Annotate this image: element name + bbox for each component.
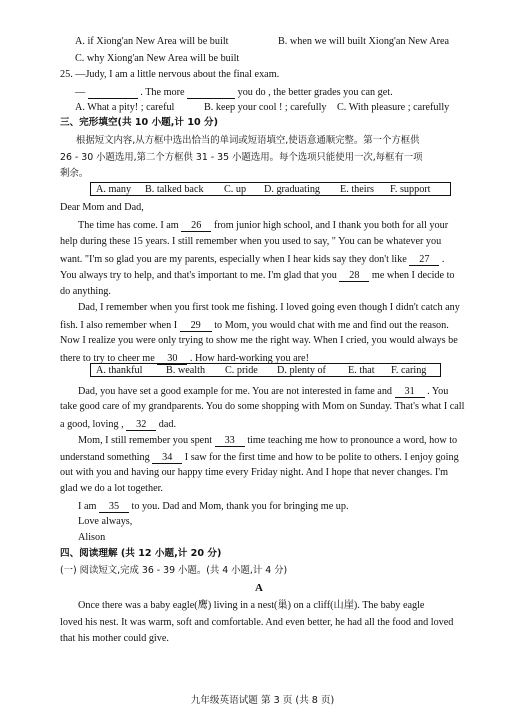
blank-30: 30 (157, 353, 187, 365)
passage-line: Once there was a baby eagle(鹰) living in a nest(巢) on a cliff(山崖). The baby eagle (78, 600, 425, 611)
q25-option-b: B. keep your cool ! ; carefully (204, 102, 327, 113)
letter-line: I am 35 to you. Dad and Mom, thank you for bringing me up. (78, 501, 349, 512)
box2-option: E. that (348, 365, 375, 376)
letter-line: want. "I'm so glad you are my parents, especially when I hear kids say they don't like 27 . (60, 254, 445, 265)
letter-line: help during these 15 years. I still remember when you used to say, " You can be whatever you (60, 236, 442, 247)
letter-line: Now I realize you were only trying to show me the right way. When I cried, you would always be (60, 335, 458, 346)
box2-option: A. thankful (96, 365, 143, 376)
letter-line: there to try to cheer me 30 . How hard-working you are! (60, 353, 309, 364)
letter-line: You always try to help, and that's important to me. I'm glad that you 28 me when I decide to (60, 270, 455, 281)
blank-33: 33 (215, 435, 245, 447)
q25-text-2: you do , the better grades you can get. (237, 87, 393, 98)
letter-line: understand something 34 I saw for the first time and how to be polite to others. I enjoy going (60, 452, 459, 463)
q25-option-a: A. What a pity! ; careful (75, 102, 175, 113)
box1-option: A. many (96, 184, 132, 195)
section-3-instruction-3: 剩余。 (60, 168, 89, 179)
q24-option-a: A. if Xiong'an New Area will be built (75, 36, 229, 47)
section-3-instruction-1: 根据短文内容,从方框中选出恰当的单词或短语填空,使语意通顺完整。第一个方框供 (76, 135, 420, 146)
letter-line: The time has come. I am 26 from junior high school, and I thank you both for all your (78, 220, 449, 231)
box2-option: F. caring (391, 365, 427, 376)
blank-32: 32 (126, 419, 156, 431)
letter-line: Dad, you have set a good example for me. You are not interested in fame and 31 . You (78, 386, 449, 397)
passage-line: that his mother could give. (60, 633, 169, 644)
letter-line: do anything. (60, 286, 111, 297)
letter-line: fish. I also remember when I 29 to Mom, you would chat with me and find out the reason. (60, 320, 449, 331)
blank-26: 26 (181, 220, 211, 232)
blank-31: 31 (395, 386, 425, 398)
section-3-instruction-2: 26 - 30 小题选用,第二个方框供 31 - 35 小题选用。每个选项只能使用一次,每框有一项 (60, 152, 423, 163)
letter-closing: Love always, (78, 516, 133, 527)
box2-option: B. wealth (166, 365, 206, 376)
word-box-2 (90, 363, 441, 377)
q25-response (75, 87, 393, 99)
letter-line: out with you and having our happy time every Friday night. And I hope that never changes. I'm (60, 467, 449, 478)
box1-option: E. theirs (340, 184, 374, 195)
blank-27: 27 (409, 254, 439, 266)
letter-line: a good, loving , 32 dad. (60, 419, 177, 430)
dash: — (75, 87, 86, 98)
page-footer: 九年级英语试题 第 3 页 (共 8 页) (190, 695, 335, 706)
blank-35: 35 (99, 501, 129, 513)
letter-line: glad we do a lot together. (60, 483, 163, 494)
box2-option: C. pride (225, 365, 258, 376)
letter-line: take good care of my grandparents. You do some shopping with Mom on Sunday. That's what I call (60, 401, 465, 412)
q25-text-1: . The more (140, 87, 185, 98)
box1-option: D. graduating (264, 184, 321, 195)
q25-blank-2 (187, 87, 235, 99)
box1-option: C. up (224, 184, 247, 195)
passage-line: loved his nest. It was warm, soft and comfortable. And even better, he had all the food and loved (60, 617, 454, 628)
letter-line: Dad, I remember when you first took me fishing. I loved going even though I didn't catch any (78, 302, 460, 313)
box2-option: D. plenty of (277, 365, 326, 376)
box1-option: F. support (390, 184, 431, 195)
q25-option-c: C. With pleasure ; carefully (337, 102, 450, 113)
blank-28: 28 (339, 270, 369, 282)
passage-letter: A (255, 582, 263, 594)
q25-stem: 25. —Judy, I am a little nervous about the final exam. (60, 69, 280, 80)
word-box-1 (90, 182, 451, 196)
letter-line: Mom, I still remember you spent 33 time teaching me how to pronounce a word, how to (78, 435, 458, 446)
letter-signature: Alison (78, 532, 106, 543)
letter-greeting: Dear Mom and Dad, (60, 202, 144, 213)
section-3-title: 三、完形填空(共 10 小题,计 10 分) (60, 117, 219, 128)
q24-option-b: B. when we will built Xiong'an New Area (278, 36, 450, 47)
blank-29: 29 (180, 320, 212, 332)
box1-option: B. talked back (145, 184, 204, 195)
blank-34: 34 (152, 452, 182, 464)
q25-blank-1 (88, 87, 138, 99)
q24-option-c: C. why Xiong'an New Area will be built (75, 53, 240, 64)
section-4-title: 四、阅读理解 (共 12 小题,计 20 分) (60, 548, 222, 559)
section-4-subtitle: (一) 阅读短文,完成 36 - 39 小题。(共 4 小题,计 4 分) (60, 565, 288, 576)
